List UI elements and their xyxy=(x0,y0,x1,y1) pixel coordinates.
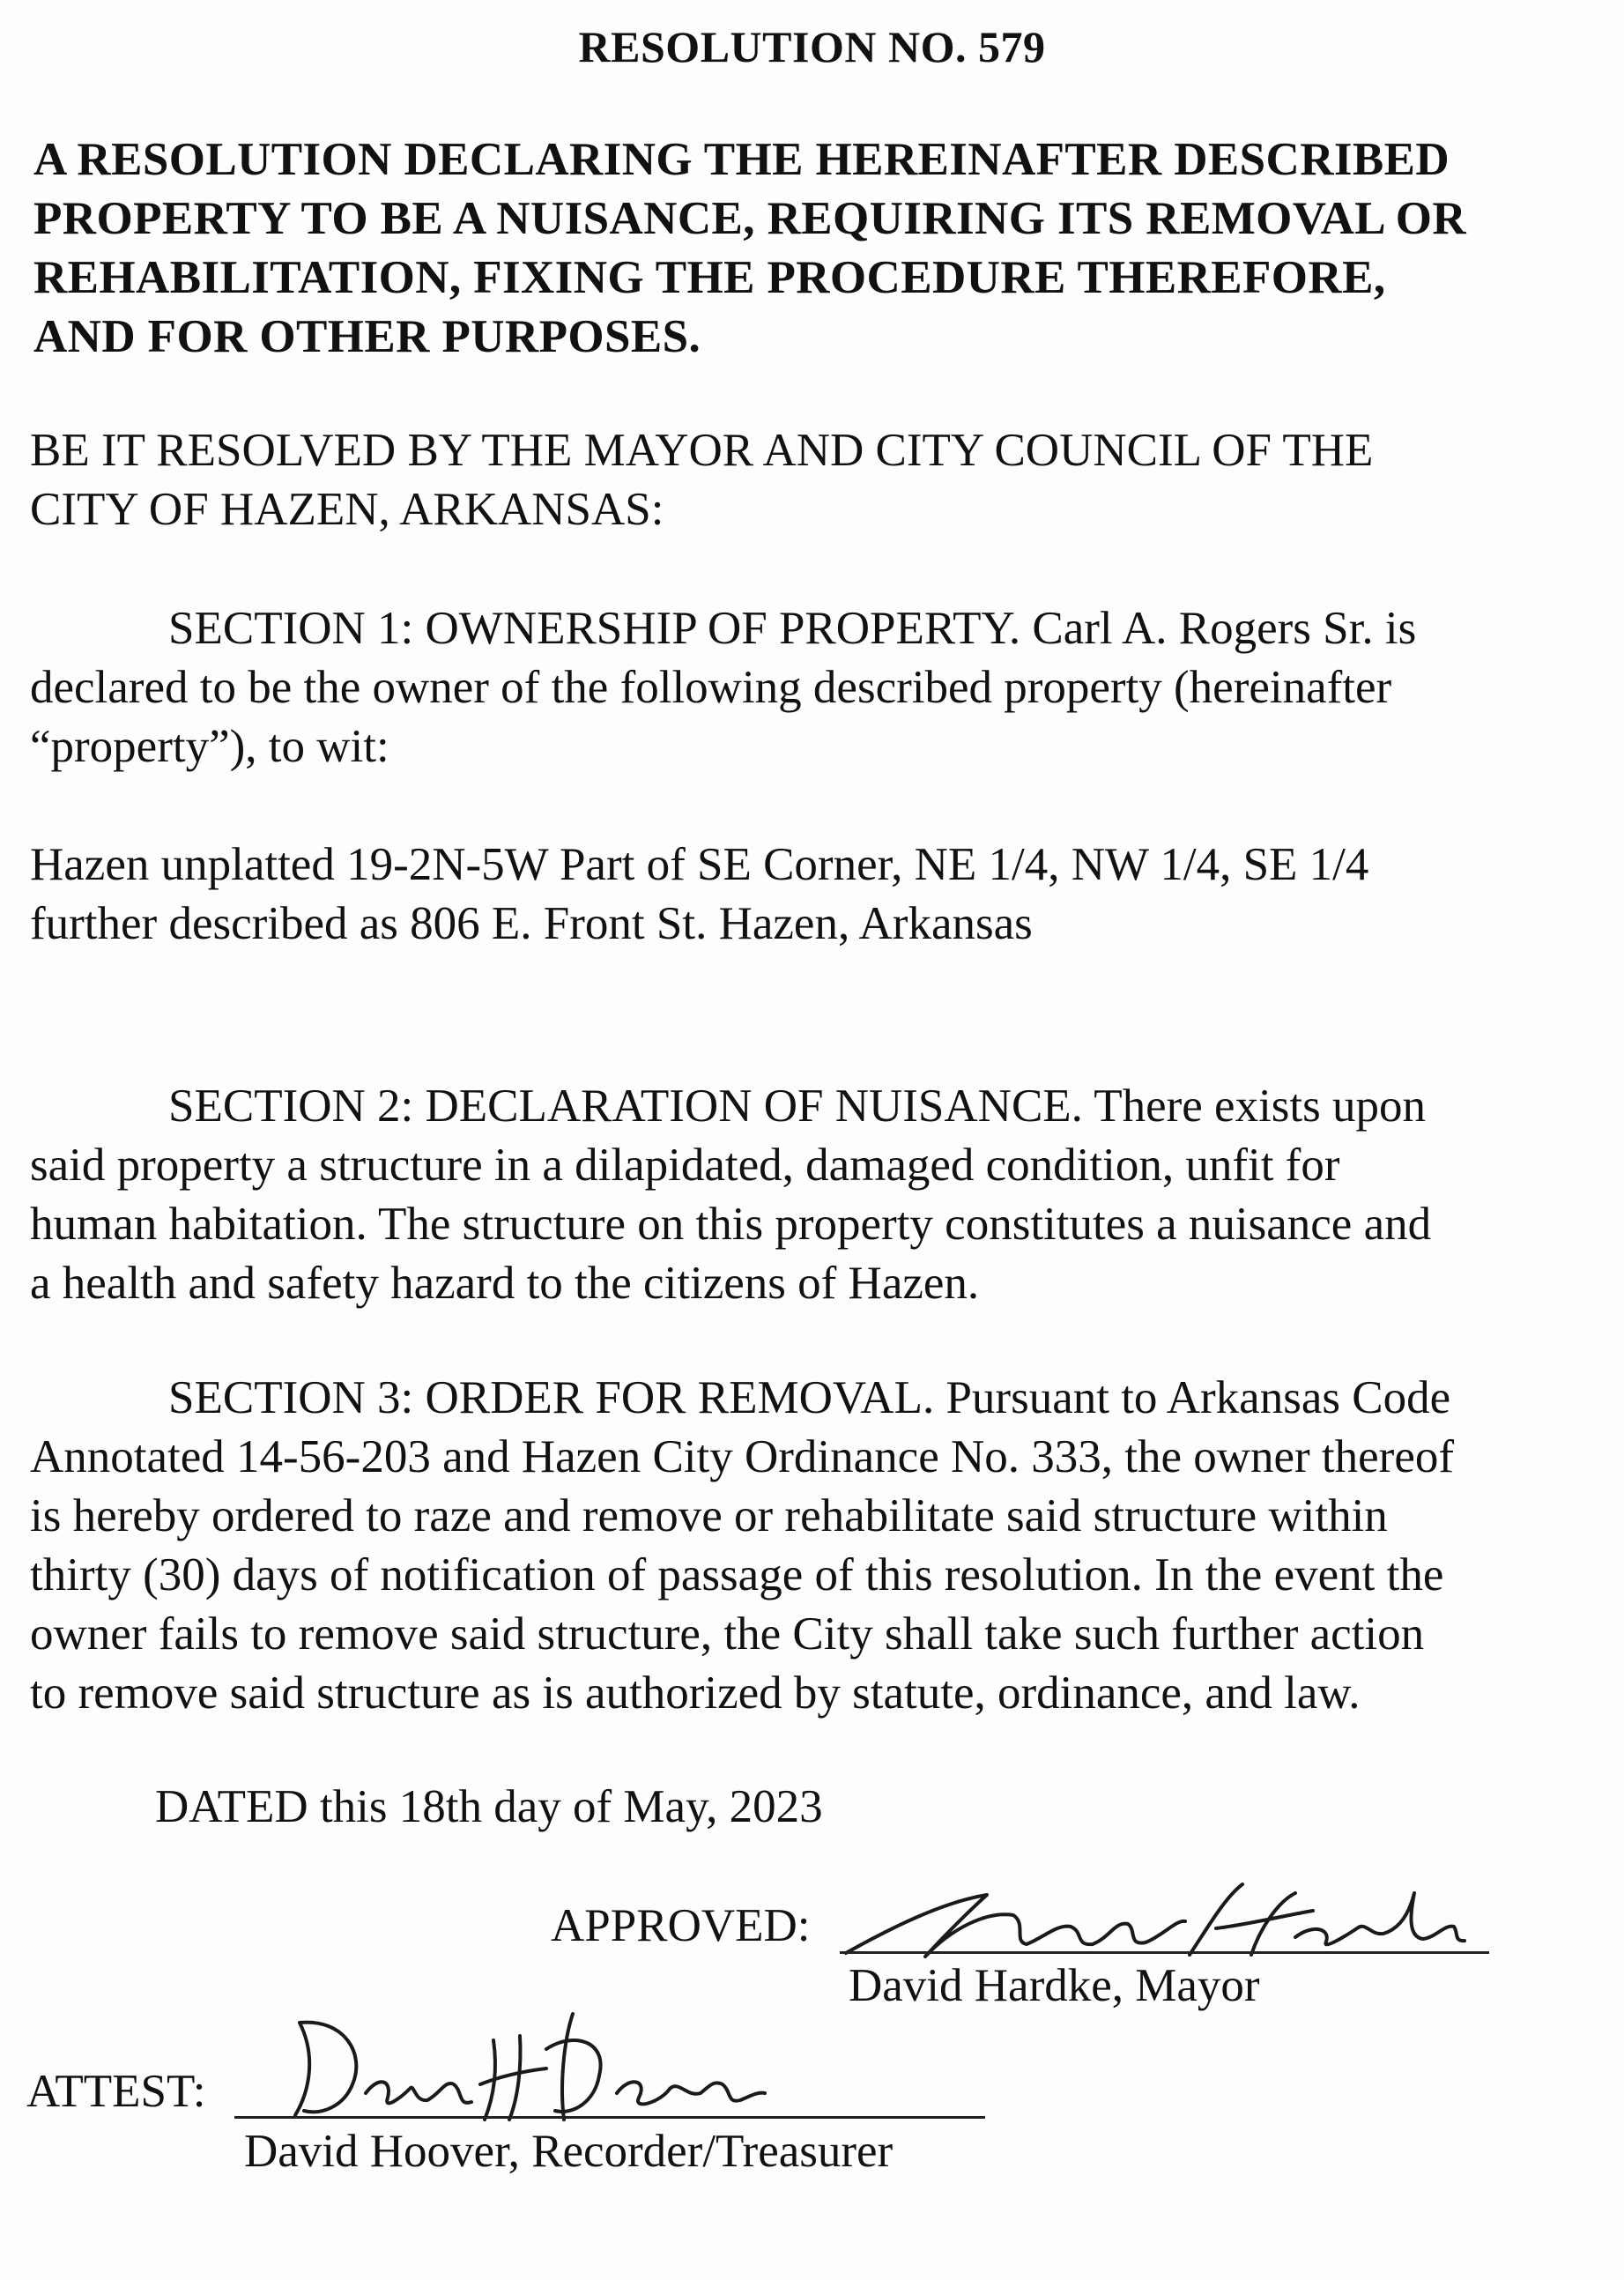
section-3-line: SECTION 3: ORDER FOR REMOVAL. Pursuant to Arkansas Code xyxy=(168,1372,1451,1423)
resolution-title: RESOLUTION NO. 579 xyxy=(578,22,1046,71)
legal-description-line: Hazen unplatted 19-2N-5W Part of SE Corner, NE 1/4, NW 1/4, SE 1/4 xyxy=(30,839,1369,890)
attest-label: ATTEST: xyxy=(26,2066,206,2117)
section-2 xyxy=(30,1077,1607,1313)
heading-line: PROPERTY TO BE A NUISANCE, REQUIRING ITS REMOVAL OR xyxy=(33,193,1467,244)
section-3-line: thirty (30) days of notification of passage of this resolution. In the event the xyxy=(30,1549,1444,1600)
recorder-signature xyxy=(282,1987,775,2128)
section-2-line: a health and safety hazard to the citizens of Hazen. xyxy=(30,1258,980,1309)
section-2-line: SECTION 2: DECLARATION OF NUISANCE. There exists upon xyxy=(168,1081,1427,1132)
mayor-name: David Hardke, Mayor xyxy=(849,1960,1260,2011)
heading-line: AND FOR OTHER PURPOSES. xyxy=(33,311,701,362)
resolved-line: BE IT RESOLVED BY THE MAYOR AND CITY COUNCIL OF THE xyxy=(30,425,1374,476)
section-3-line: Annotated 14-56-203 and Hazen City Ordinance No. 333, the owner thereof xyxy=(30,1431,1455,1482)
recorder-signature-line xyxy=(234,2116,985,2119)
resolution-heading xyxy=(33,130,1611,367)
heading-line: A RESOLUTION DECLARING THE HEREINAFTER DESCRIBED xyxy=(33,134,1450,185)
section-2-line: said property a structure in a dilapidated, damaged condition, unfit for xyxy=(30,1140,1340,1191)
dated-line: DATED this 18th day of May, 2023 xyxy=(155,1781,823,1832)
section-2-line: human habitation. The structure on this property constitutes a nuisance and xyxy=(30,1199,1432,1250)
section-3-line: owner fails to remove said structure, the City shall take such further action xyxy=(30,1608,1425,1660)
section-3-line: is hereby ordered to raze and remove or rehabilitate said structure within xyxy=(30,1490,1388,1541)
recorder-name: David Hoover, Recorder/Treasurer xyxy=(244,2126,894,2177)
section-3-line: to remove said structure as is authorized by statute, ordinance, and law. xyxy=(30,1667,1361,1719)
section-1 xyxy=(30,599,1607,776)
section-3 xyxy=(30,1369,1607,1723)
section-1-line: “property”), to wit: xyxy=(30,721,389,772)
resolved-clause xyxy=(30,421,1607,539)
mayor-signature-line xyxy=(840,1951,1489,1954)
legal-description xyxy=(30,836,1607,954)
section-1-line: SECTION 1: OWNERSHIP OF PROPERTY. Carl A. Rogers Sr. is xyxy=(168,603,1417,654)
heading-line: REHABILITATION, FIXING THE PROCEDURE THEREFORE, xyxy=(33,252,1386,303)
section-1-line: declared to be the owner of the following described property (hereinafter xyxy=(30,662,1392,713)
mayor-signature xyxy=(837,1875,1472,1964)
legal-description-line: further described as 806 E. Front St. Hazen, Arkansas xyxy=(30,898,1033,949)
approved-label: APPROVED: xyxy=(551,1900,811,1951)
resolved-line: CITY OF HAZEN, ARKANSAS: xyxy=(30,484,664,535)
